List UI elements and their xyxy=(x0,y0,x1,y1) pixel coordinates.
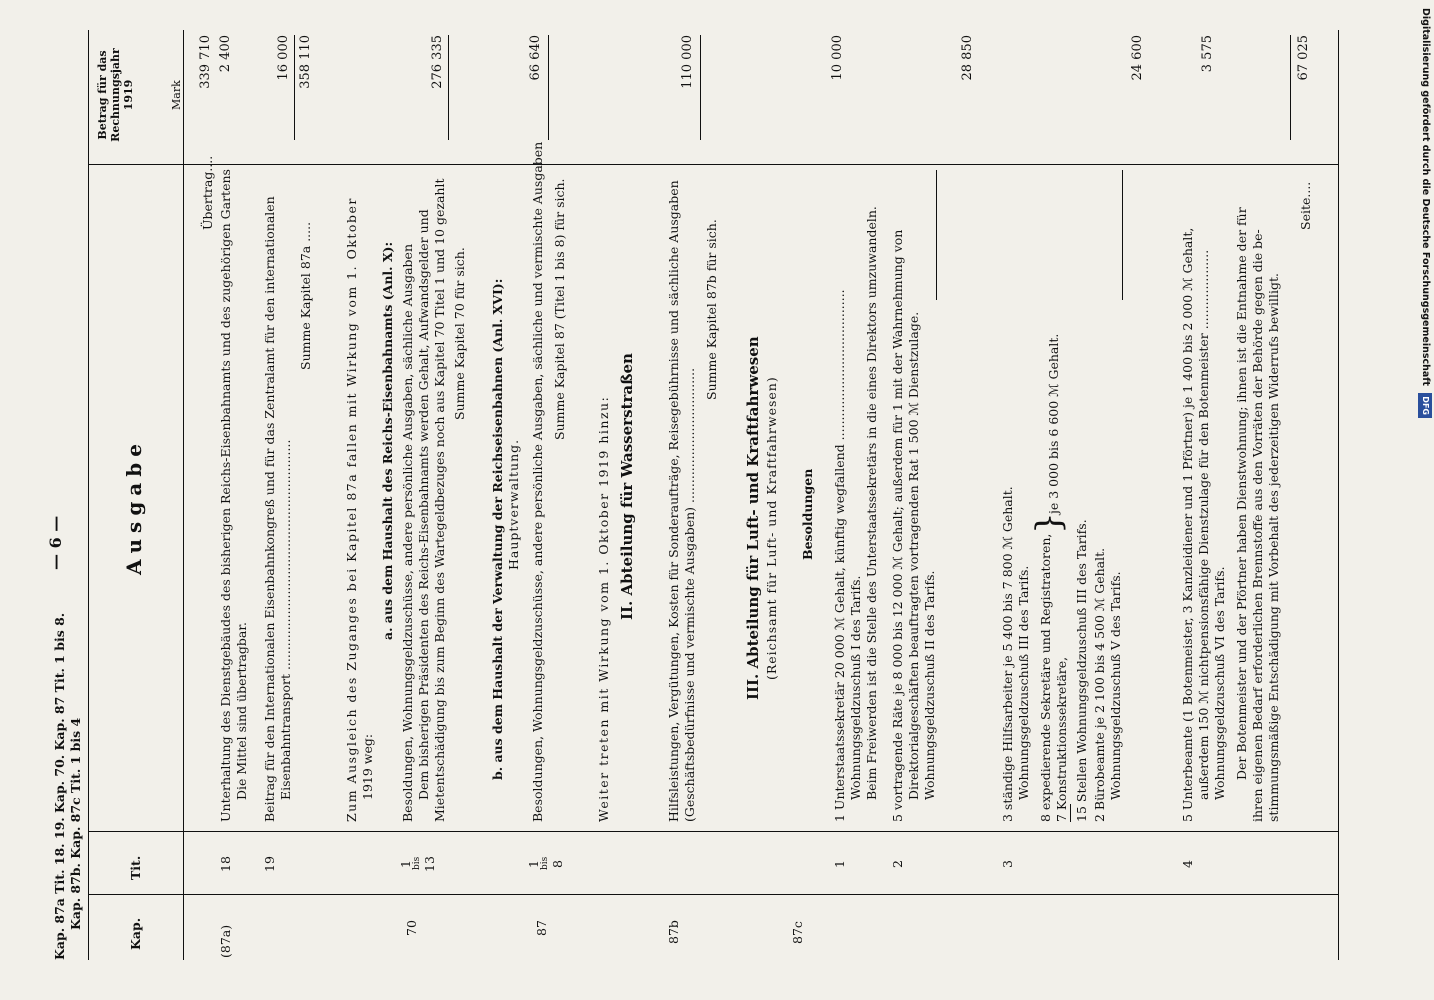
kap-reference-2: Kap. 87b. Kap. 87c Tit. 1 bis 4 xyxy=(68,717,83,930)
betrag-seite: 67 025 xyxy=(1296,35,1311,81)
tit-c2: 2 xyxy=(890,860,905,868)
betrag-c2: 28 850 xyxy=(960,35,975,81)
zugang-line-1: Zum Ausgleich des Zuganges bei Kapitel 87a fallen mit Wirkung vom 1. Oktober xyxy=(344,197,359,822)
c3-text-3c: je 3 000 bis 6 600 ℳ Gehalt. xyxy=(1046,333,1061,514)
k87b-text-1: Hilfsleistungen, Vergütungen, Kosten für Sonderaufträge, Reisegebührnisse und sächliche Ausgaben xyxy=(666,180,681,822)
c4-text-1: 5 Unterbeamte (1 Botenmeister, 3 Kanzleidiener und 1 Pförtner) je 1 400 bis 2 000 ℳ Gehalt, xyxy=(1180,227,1195,822)
c3-text-3a: 8 expedierende Sekretäre und Registratoren, xyxy=(1038,533,1053,822)
betrag-19: 16 000 xyxy=(276,35,291,81)
uebertrag-label: Übertrag.... xyxy=(200,155,215,230)
c1-text-2: Wohnungsgeldzuschuß I des Tarifs. xyxy=(848,575,863,800)
kap-87a: (87a) xyxy=(218,924,233,958)
betrag-summe-87a: 358 110 xyxy=(298,35,313,89)
c4-text-6: stimmungsmäßige Entschädigung mit Vorbehalt des jederzeitigen Widerrufs bewilligt. xyxy=(1266,273,1281,822)
ausgabe-column-rule xyxy=(88,164,1338,165)
summe-87b: Summe Kapitel 87b für sich. xyxy=(704,219,719,400)
tit-70-bis: bis xyxy=(412,856,422,870)
section-II-heading: II. Abteilung für Wasserstraßen xyxy=(618,353,636,620)
column-tit: Tit. xyxy=(128,855,143,880)
tit-column-rule xyxy=(88,831,1338,832)
section-a-heading: a. aus dem Haushalt des Reichs-Eisenbahnamts (Anl. X): xyxy=(380,241,395,640)
kap-87: 87 xyxy=(534,920,549,936)
c1-text-1: 1 Unterstaatssekretär 20 000 ℳ Gehalt, künftig wegfallend ...................................... xyxy=(832,289,847,822)
sum-rule-70 xyxy=(448,35,449,140)
c4-text-3: Wohnungsgeldzuschuß VI des Tarifs. xyxy=(1212,566,1227,800)
betrag-18: 2 400 xyxy=(218,35,233,73)
table-header-rule xyxy=(183,30,184,960)
tit-87-8: 8 xyxy=(550,860,565,868)
c3-text-5: 2 Bürobeamte je 2 100 bis 4 500 ℳ Gehalt. xyxy=(1092,547,1107,822)
summe-70: Summe Kapitel 70 für sich. xyxy=(452,247,467,420)
tit-70: 1 xyxy=(398,860,413,868)
c3-text-3b: 7 Konstruktionssekretäre, xyxy=(1054,656,1069,822)
tit-87: 1 xyxy=(526,860,541,868)
c4-text-2: außerdem 150 ℳ nichtpensionsfähige Dienstzulage für den Botenmeister .................... xyxy=(1196,249,1211,800)
column-kap: Kap. xyxy=(128,917,143,950)
summe-87a: Summe Kapitel 87a ..... xyxy=(298,221,313,370)
betrag-87: 66 640 xyxy=(528,35,543,81)
tit-c3: 3 xyxy=(1000,860,1015,868)
c2-text-1: 5 vortragende Räte je 8 000 bis 12 000 ℳ Gehalt; außerdem für 1 mit der Wahrnehmung von xyxy=(890,229,905,822)
tit-c1: 1 xyxy=(832,860,847,868)
kap-87c: 87c xyxy=(790,921,805,944)
tit-87-bis: bis xyxy=(540,856,550,870)
kap-87b: 87b xyxy=(666,920,681,944)
c3-text-4: 15 Stellen Wohnungsgeldzuschuß III des Tarifs. xyxy=(1074,519,1089,822)
c2-text-2: Direktorialgeschäften beauftragten vortragenden Rat 1 500 ℳ Dienstzulage. xyxy=(906,311,921,800)
c1-text-3: Beim Freiwerden ist die Stelle des Unterstaatssekretärs in die eines Direktors umzuwandeln. xyxy=(864,206,879,800)
kap-70: 70 xyxy=(404,920,419,936)
column-ausgabe: Ausgabe xyxy=(122,438,146,575)
section-III-heading: III. Abteilung für Luft- und Kraftfahrwesen xyxy=(744,336,762,700)
kap-column-rule xyxy=(88,894,1338,895)
column-mark: Mark xyxy=(170,80,183,110)
sum-rule-seite xyxy=(1290,35,1291,140)
betrag-uebertrag: 339 710 xyxy=(198,35,213,89)
zugang-line-2: 1919 weg: xyxy=(360,733,375,800)
column-betrag: Betrag für das Rechnungsjahr 1919 xyxy=(96,48,135,142)
tit-18-text: Unterhaltung des Dienstgebäudes des bisherigen Reichs-Eisenbahnamts und des zugehörigen Gartens xyxy=(218,169,233,822)
table-bottom-rule xyxy=(1338,30,1339,960)
section-III-subheading: (Reichsamt für Luft- und Kraftfahrwesen) xyxy=(764,376,779,680)
betrag-c4: 3 575 xyxy=(1200,35,1215,73)
tit-c4: 4 xyxy=(1180,860,1195,868)
c2-text-3: Wohnungsgeldzuschuß II des Tarifs. xyxy=(922,570,937,800)
c3-underline xyxy=(1070,804,1071,822)
betrag-70: 276 335 xyxy=(430,35,445,89)
c3-bracket: } xyxy=(1029,512,1069,534)
subtotal-rule-c3 xyxy=(1122,170,1123,300)
dfg-logo: DFG xyxy=(1418,393,1432,418)
table-top-rule xyxy=(88,30,89,960)
page-number: — 6 — xyxy=(46,515,65,570)
betrag-87b: 110 000 xyxy=(680,35,695,89)
kap-reference: Kap. 87a Tit. 18. 19. Kap. 70. Kap. 87 Tit. 1 bis 8. xyxy=(52,612,67,960)
k70-text-2: Dem bisherigen Präsidenten des Reichs-Eisenbahnamts werden Gehalt, Aufwandsgelder und xyxy=(416,209,431,800)
subtotal-rule-c2 xyxy=(936,170,937,300)
hauptverwaltung-heading: Hauptverwaltung. xyxy=(506,438,521,570)
sum-rule-87b xyxy=(700,35,701,140)
tit-18-note: Die Mittel sind übertragbar. xyxy=(234,622,249,800)
tit-19: 19 xyxy=(262,856,277,872)
k70-text-1: Besoldungen, Wohnungsgeldzuschüsse, andere persönliche Ausgaben, sächliche Ausgaben xyxy=(400,244,415,822)
c3-text-2: Wohnungsgeldzuschuß III des Tarifs. xyxy=(1016,565,1031,800)
c4-text-5: ihren eigenen Bedarf erforderlichen Brennstoffe aus den Vorräten der Behörde gegen die be- xyxy=(1250,229,1265,822)
c3-text-6: Wohnungsgeldzuschuß V des Tarifs. xyxy=(1108,571,1123,800)
k87b-text-2: (Geschäftsbedürfnisse und vermischte Ausgaben) .................................. xyxy=(682,367,697,822)
tit-19-text-2: Eisenbahntransport .......................................................... xyxy=(278,439,293,800)
tit-19-text: Beitrag für den Internationalen Eisenbahnkongreß und für das Zentralamt für den internationalen xyxy=(262,196,277,822)
k70-text-3: Mietentschädigung bis zum Beginn des Wartegeldbezuges noch aus Kapitel 70 Titel 1 und 10 gezahlt xyxy=(432,178,447,822)
section-b-heading: b. aus dem Haushalt der Verwaltung der Reichseisenbahnen (Anl. XVI): xyxy=(490,278,505,780)
sum-rule-87 xyxy=(548,35,549,140)
dfg-side-note xyxy=(1418,8,1432,992)
betrag-c1: 10 000 xyxy=(830,35,845,81)
c4-text-4: Der Botenmeister und der Pförtner haben Dienstwohnung; ihnen ist die Entnahme der für xyxy=(1234,207,1249,780)
tit-70-13: 13 xyxy=(422,856,437,872)
sum-rule-87a xyxy=(294,35,295,140)
besoldungen-heading: Besoldungen xyxy=(800,468,815,560)
tit-18: 18 xyxy=(218,856,233,872)
k87-text-1: Besoldungen, Wohnungsgeldzuschüsse, andere persönliche Ausgaben, sächliche und vermischte Ausgaben xyxy=(530,141,545,822)
betrag-c3: 24 600 xyxy=(1130,35,1145,81)
summe-87: Summe Kapitel 87 (Titel 1 bis 8) für sich. xyxy=(552,178,567,440)
seite-label: Seite.... xyxy=(1298,181,1313,230)
weiter-line: Weiter treten mit Wirkung vom 1. Oktober 1919 hinzu: xyxy=(596,395,611,822)
c3-text-1: 3 ständige Hilfsarbeiter je 5 400 bis 7 800 ℳ Gehalt. xyxy=(1000,486,1015,822)
dfg-side-note-text: Digitalisierung gefördert durch die Deutsche Forschungsgemeinschaft xyxy=(1420,8,1431,386)
